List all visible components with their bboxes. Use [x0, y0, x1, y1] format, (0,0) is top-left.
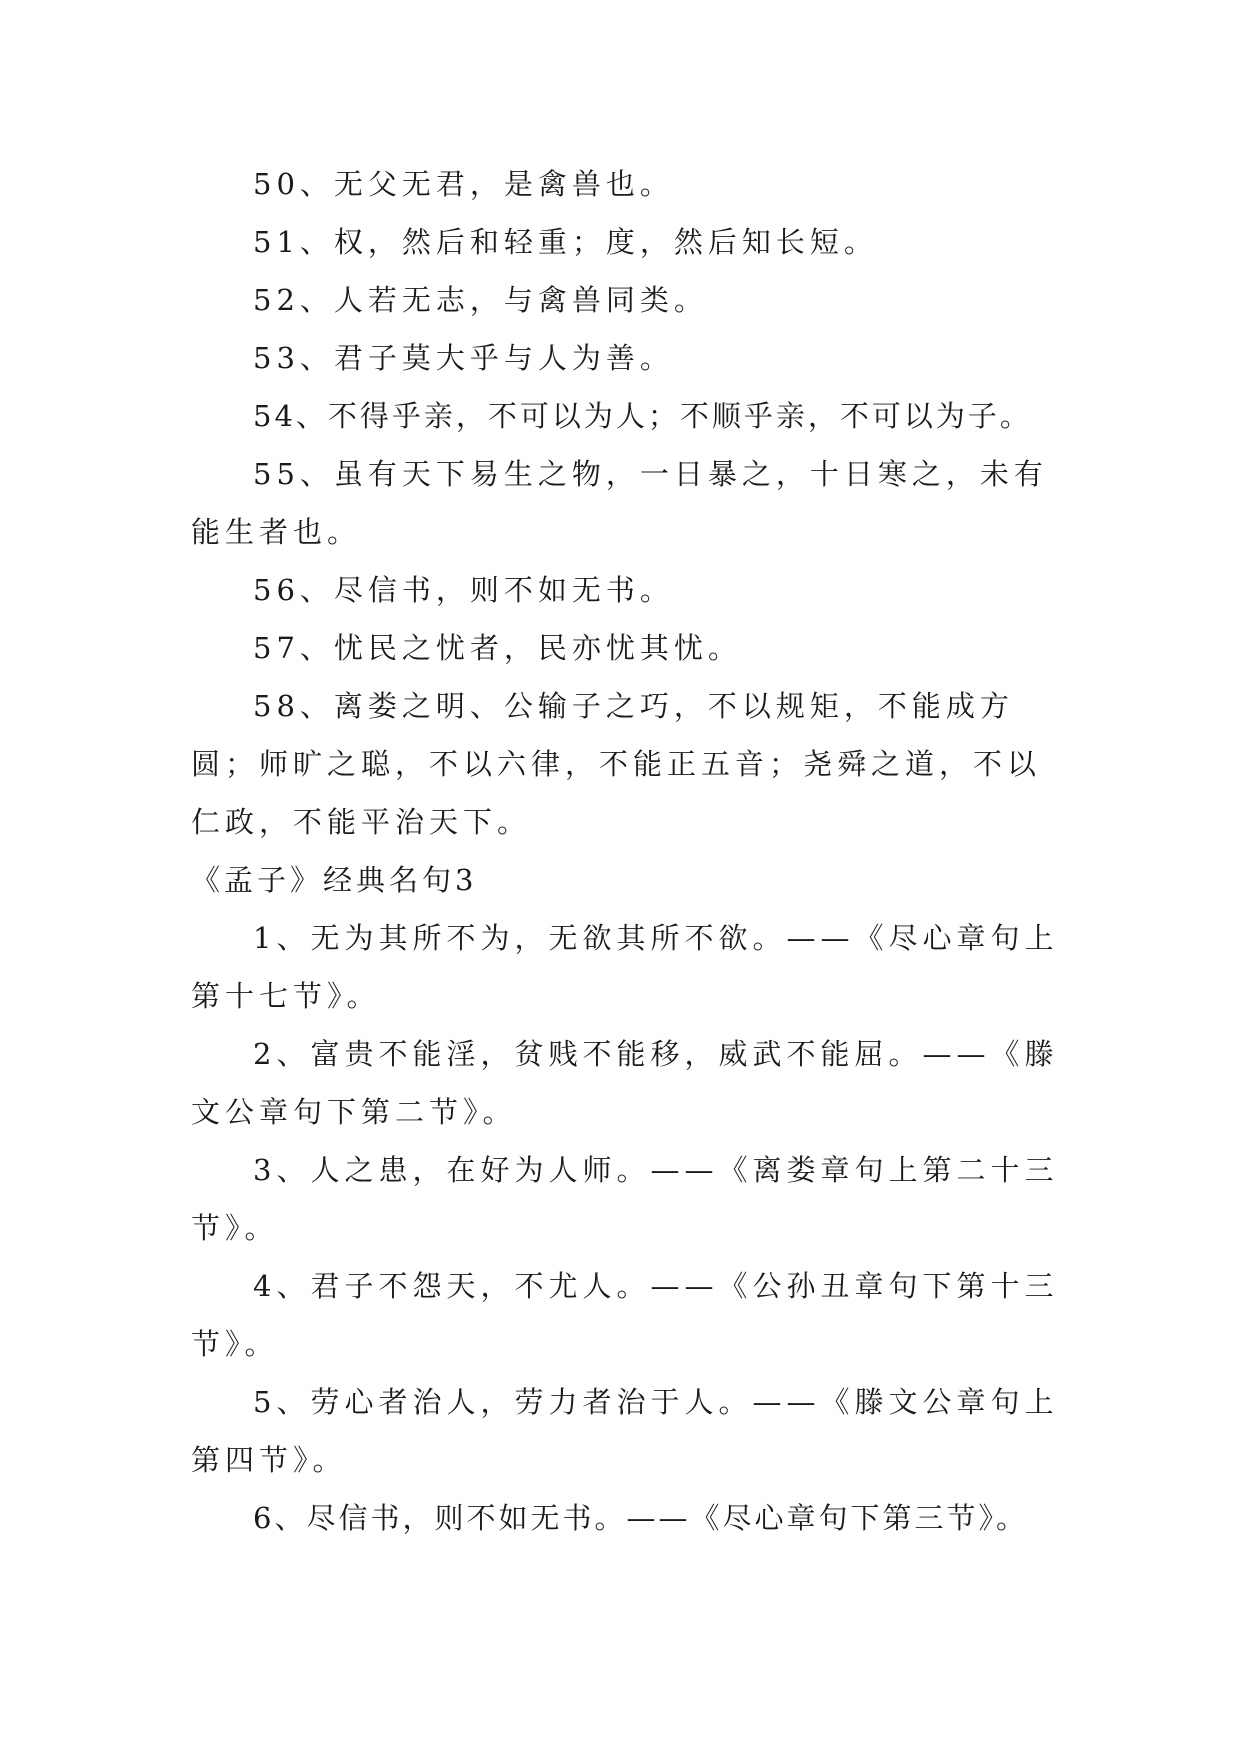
classic-quote-4: 4、君子不怨天，不尤人。——《公孙丑章句下第十三节》。: [191, 1269, 1059, 1361]
classic-quote-6: 6、尽信书，则不如无书。——《尽心章句下第三节》。: [253, 1501, 1028, 1535]
quote-53: 53、君子莫大乎与人为善。: [253, 341, 674, 375]
classic-quote-3: 3、人之患，在好为人师。——《离娄章句上第二十三节》。: [191, 1153, 1059, 1245]
quote-54: 54、不得乎亲，不可以为人；不顺乎亲，不可以为子。: [253, 399, 1032, 433]
quote-56: 56、尽信书，则不如无书。: [253, 573, 674, 607]
document-body: [191, 155, 1071, 1547]
classic-quote-2: 2、富贵不能淫，贫贱不能移，威武不能屈。——《滕文公章句下第二节》。: [191, 1037, 1059, 1129]
quote-50: 50、无父无君，是禽兽也。: [253, 167, 674, 201]
classic-quote-5: 5、劳心者治人，劳力者治于人。——《滕文公章句上第四节》。: [191, 1385, 1059, 1477]
quote-51: 51、权，然后和轻重；度，然后知长短。: [253, 225, 878, 259]
quote-55: 55、虽有天下易生之物，一日暴之，十日寒之，未有能生者也。: [191, 457, 1048, 549]
quote-57: 57、忧民之忧者，民亦忧其忧。: [253, 631, 742, 665]
classic-quote-1: 1、无为其所不为，无欲其所不欲。——《尽心章句上第十七节》。: [191, 921, 1059, 1013]
quote-58: 58、离娄之明、公输子之巧，不以规矩，不能成方圆；师旷之聪，不以六律，不能正五音；尧舜之道，不以仁政，不能平治天下。: [191, 689, 1042, 839]
quote-52: 52、人若无志，与禽兽同类。: [253, 283, 708, 317]
section-heading: 《孟子》经典名句3: [191, 863, 478, 897]
